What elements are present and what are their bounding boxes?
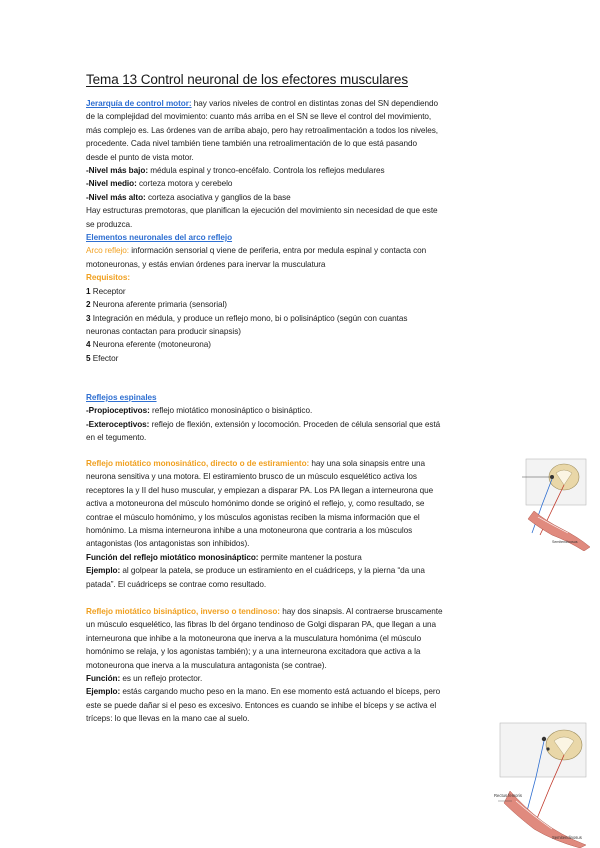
req-num: 4 — [86, 340, 91, 350]
text-line: en el tegumento. — [86, 433, 147, 443]
stretch-reflex-illustration — [512, 455, 594, 551]
text-line: este se puede dañar si el peso es excesivo. Entonces es cuando se inhibe el bíceps y se activa el — [86, 700, 437, 710]
req-num: 3 — [86, 313, 91, 323]
figure-label: Semitendinosus — [552, 540, 578, 544]
mono-funcion-label: Función del reflejo miotático monosináptico: — [86, 552, 259, 562]
req-num: 2 — [86, 300, 91, 310]
text-line: estás cargando mucho peso en la mano. En ese momento está actuando el bíceps, pero — [120, 687, 441, 697]
text-line: hay varios niveles de control en distintas zonas del SN dependiendo — [191, 99, 439, 108]
text-line: de la complejidad del movimiento: cuanto más arriba en el SN se lleve el control del movimiento, — [86, 112, 432, 122]
requisitos-label: Requisitos: — [86, 273, 131, 283]
bi-funcion-text: es un reflejo protector. — [120, 674, 203, 684]
bi-funcion-label: Función: — [86, 674, 121, 684]
text-line: un músculo esquelético, las fibras Ib del órgano tendinoso de Golgi disparan PA, que llegan a una — [86, 620, 437, 630]
level-label: -Nivel más alto: — [86, 192, 146, 202]
req-text: Neurona aferente primaria (sensorial) — [90, 300, 227, 310]
bi-section — [86, 605, 504, 726]
text-line: antagonistas (los antagonistas son inhibidos). — [86, 539, 250, 549]
text-line: hay dos sinapsis. Al contraerse bruscamente — [279, 607, 443, 616]
espinales-section — [86, 391, 504, 445]
page-title: Tema 13 Control neuronal de los efectores musculares — [86, 72, 408, 87]
text-line: motoneurona que inerva a la musculatura antagonista (se contrae). — [86, 660, 327, 670]
propio-text: reflejo miotático monosináptico o bisináptico. — [149, 406, 313, 416]
text-line: hay una sola sinapsis entre una — [309, 459, 426, 468]
text-line: al golpear la patela, se produce un estiramiento en el cuádriceps, y la pierna “da una — [120, 566, 425, 576]
jerarquia-section — [86, 97, 504, 365]
req-text: Efector — [90, 353, 119, 363]
text-line: homónimo se relaja, y los agonistas también); y a una interneurona excitadora que activa a la — [86, 647, 421, 657]
bi-label: Reflejo miotático bisináptico, inverso o tendinoso: — [86, 607, 280, 616]
level-label: -Nivel más bajo: — [86, 166, 148, 176]
propio-label: -Propioceptivos: — [86, 406, 150, 416]
req-text: Integración en médula, y produce un reflejo mono, bi o polisináptico (según con cuantas — [90, 313, 408, 323]
text-line: homónimo. La misma interneurona inhibe a una motoneurona que contraria a los músculos — [86, 526, 413, 536]
text-line: activa a motoneurona del músculo homónimo donde se originó el reflejo, y, como resultado, se — [86, 499, 425, 509]
text-line: motoneuronas, y estás envian órdenes para inervar la musculatura — [86, 259, 326, 269]
req-text: Receptor — [90, 286, 126, 296]
level-text: médula espinal y tronco-encéfalo. Controla los reflejos medulares — [148, 166, 385, 176]
jerarquia-label: Jerarquía de control motor: — [86, 99, 192, 108]
text-line: receptores Ia y II del huso muscular, y empiezan a disparar PA. Los PA llegan a interneurona que — [86, 485, 434, 495]
text-line: desde el punto de vista motor. — [86, 152, 194, 162]
text-line: más complejo es. Las órdenes van de arriba abajo, pero hay retroalimentación a todos los niveles, — [86, 125, 438, 135]
mono-section — [86, 457, 504, 591]
elementos-heading: Elementos neuronales del arco reflejo — [86, 233, 233, 243]
text-line: procedente. Cada nivel también tiene también una retroalimentación de lo que está pasando — [86, 139, 418, 149]
text-line: información sensorial q viene de periferia, entra por medula espinal y contacta con — [129, 246, 427, 256]
text-line: tríceps: lo que llevas en la mano cae al suelo. — [86, 714, 250, 724]
req-text: neuronas contactan para producir sinapsis) — [86, 326, 241, 336]
arco-label: Arco reflejo: — [86, 246, 130, 256]
extero-label: -Exteroceptivos: — [86, 419, 150, 429]
text-line: se produzca. — [86, 219, 133, 229]
text-line: neurona sensitiva y una motora. El estiramiento brusco de un músculo esquelético activa los — [86, 472, 417, 482]
mono-funcion-text: permite mantener la postura — [258, 552, 362, 562]
mono-label: Reflejo miotático monosinático, directo o de estiramiento: — [86, 459, 310, 468]
level-text: corteza asociativa y ganglios de la base — [145, 192, 291, 202]
figure-label-rectus: Rectus femoris — [494, 793, 522, 798]
req-num: 1 — [86, 286, 91, 296]
figure-label-semi: Semitendinosus — [552, 835, 582, 840]
mono-ejemplo-label: Ejemplo: — [86, 566, 121, 576]
req-num: 5 — [86, 353, 91, 363]
text-line: interneurona que inhibe a la motoneurona que inerva a la musculatura homónima (el músculo — [86, 633, 422, 643]
inverse-reflex-illustration — [490, 717, 594, 848]
espinales-heading: Reflejos espinales — [86, 393, 157, 402]
extero-text: reflejo de flexión, extensión y locomoción. Proceden de célula sensorial que está — [149, 419, 441, 429]
bi-ejemplo-label: Ejemplo: — [86, 687, 121, 697]
level-label: -Nivel medio: — [86, 179, 137, 189]
req-text: Neurona eferente (motoneurona) — [90, 340, 211, 350]
text-line: contrae el músculo homónimo, y los músculos agonistas reciben la misma información que el — [86, 512, 420, 522]
text-line: patada”. El cuádriceps se contrae como resultado. — [86, 579, 267, 589]
text-line: Hay estructuras premotoras, que planifican la ejecución del movimiento sin necesidad de que este — [86, 206, 438, 216]
level-text: corteza motora y cerebelo — [136, 179, 233, 189]
